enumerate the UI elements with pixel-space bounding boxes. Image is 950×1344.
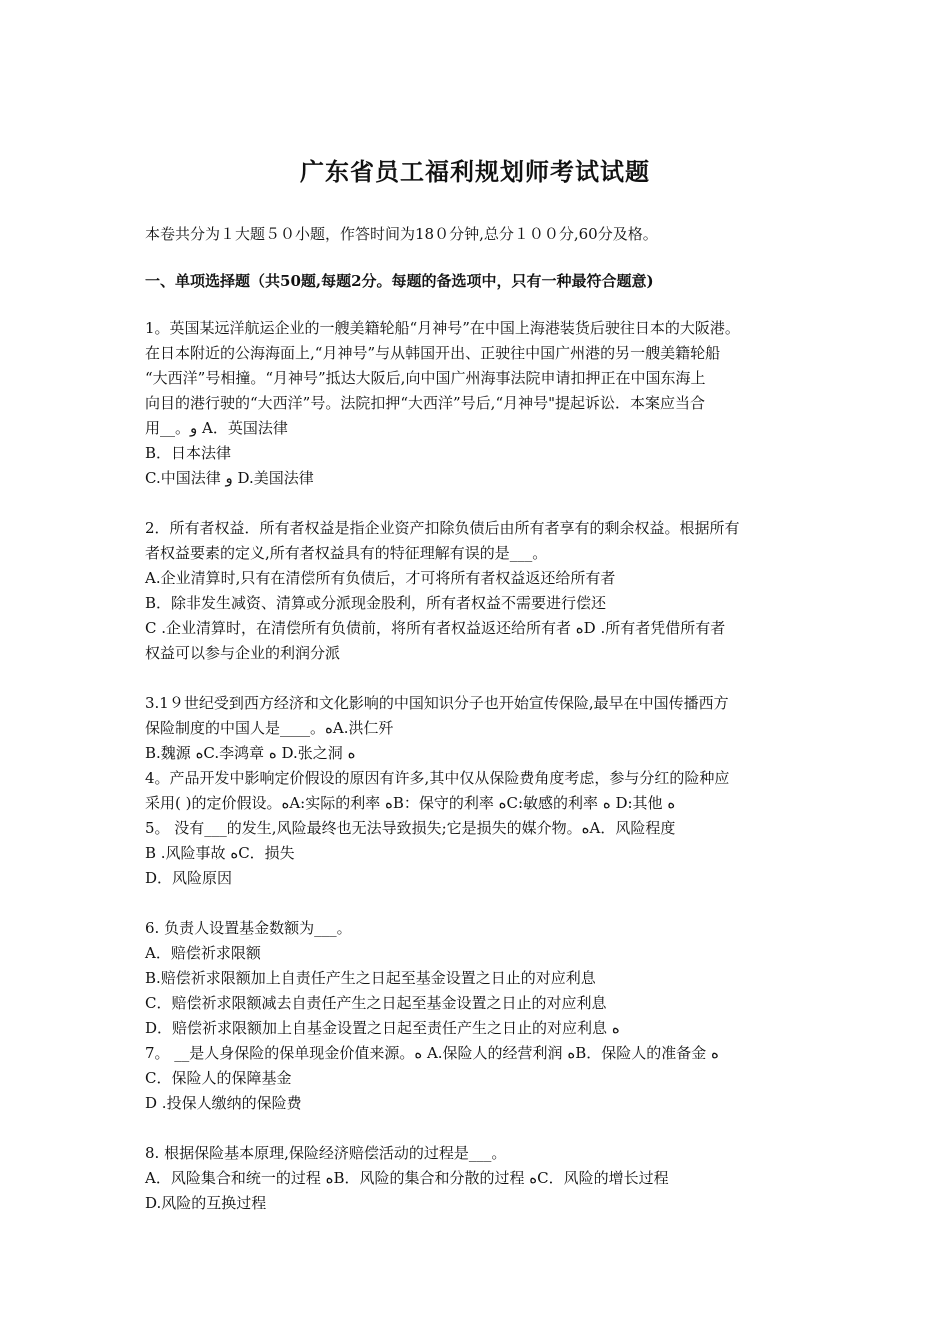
question-line: 6. 负责人设置基金数额为___。 (145, 919, 352, 937)
question-line: “大西洋”号相撞。“月神号”抵达大阪后,向中国广州海事法院申请扣押正在中国东海上 (145, 369, 706, 387)
question-option: C.中国法律 و D.美国法律 (145, 469, 314, 487)
question-option: D.风险的互换过程 (145, 1194, 267, 1212)
question-3 (145, 691, 815, 766)
question-option: A．赔偿祈求限额 (145, 944, 261, 962)
question-line: 用__。و A．英国法律 (145, 419, 288, 437)
question-option: C．保险人的保障基金 (145, 1069, 292, 1087)
question-option: B．日本法律 (145, 444, 232, 462)
question-option: C .企业清算时，在清偿所有负债前，将所有者权益返还给所有者 ﻩD .所有者凭借所有者 (145, 619, 726, 637)
question-option: D．赔偿祈求限额加上自基金设置之日起至责任产生之日止的对应利息 ﻩ (145, 1019, 620, 1037)
document-body (145, 222, 815, 1216)
question-line: 5。 没有___的发生,风险最终也无法导致损失;它是损失的媒介物。ﻩA．风险程度 (145, 819, 676, 837)
question-7 (145, 1041, 815, 1116)
exam-intro: 本卷共分为１大题５０小题，作答时间为18０分钟,总分１００分,60分及格。 (145, 225, 658, 243)
question-option: B.赔偿祈求限额加上自责任产生之日起至基金设置之日止的对应利息 (145, 969, 596, 987)
question-4 (145, 766, 815, 816)
question-line: 8. 根据保险基本原理,保险经济赔偿活动的过程是___。 (145, 1144, 507, 1162)
document-title: 广东省员工福利规划师考试试题 (300, 157, 650, 186)
question-option: D．风险原因 (145, 869, 233, 887)
question-8 (145, 1141, 815, 1216)
question-1 (145, 316, 815, 491)
question-option: D .投保人缴纳的保险费 (145, 1094, 302, 1112)
question-line: 2．所有者权益．所有者权益是指企业资产扣除负债后由所有者享有的剩余权益。根据所有 (145, 519, 740, 537)
section-heading: 一、单项选择题（共50题,每题2分。每题的备选项中，只有一种最符合题意) (145, 272, 654, 290)
question-line: 在日本附近的公海海面上,“月神号”与从韩国开出、正驶往中国广州港的另一艘美籍轮船 (145, 344, 721, 362)
question-option: A.企业清算时,只有在清偿所有负债后，才可将所有者权益返还给所有者 (145, 569, 616, 587)
question-option: C．赔偿祈求限额减去自责任产生之日起至基金设置之日止的对应利息 (145, 994, 607, 1012)
question-line: 1。英国某远洋航运企业的一艘美籍轮船“月神号”在中国上海港装货后驶往日本的大阪港。 (145, 319, 740, 337)
question-line: 者权益要素的定义,所有者权益具有的特征理解有误的是___。 (145, 544, 548, 562)
question-6 (145, 916, 815, 1041)
question-2 (145, 516, 815, 666)
question-option: 权益可以参与企业的利润分派 (145, 644, 341, 662)
question-option: B．除非发生减资、清算或分派现金股利，所有者权益不需要进行偿还 (145, 594, 607, 612)
question-line: 向目的港行驶的“大西洋”号。法院扣押“大西洋”号后,“月神号"提起诉讼．本案应当合 (145, 394, 706, 412)
question-line: 采用( )的定价假设。ﻩA:实际的利率 ﻩB：保守的利率 ﻩC:敏感的利率 ﻩ D:其他 ﻩ (145, 794, 676, 812)
question-5 (145, 816, 815, 891)
question-option: A．风险集合和统一的过程 ﻩB．风险的集合和分散的过程 ﻩC．风险的增长过程 (145, 1169, 669, 1187)
question-line: 4。产品开发中影响定价假设的原因有许多,其中仅从保险费角度考虑，参与分红的险种应 (145, 769, 730, 787)
question-line: 3.1９世纪受到西方经济和文化影响的中国知识分子也开始宣传保险,最早在中国传播西方 (145, 694, 729, 712)
question-line: 7。 __是人身保险的保单现金价值来源。ﻩ A.保险人的经营利润 ﻩB．保险人的准备金 ﻩ (145, 1044, 719, 1062)
question-option: B .风险事故 ﻩC．损失 (145, 844, 295, 862)
question-option: B.魏源 ﻩC.李鸿章 ﻩ D.张之洞 ﻩ (145, 744, 356, 762)
question-line: 保险制度的中国人是____。ﻩA.洪仁歼 (145, 719, 394, 737)
